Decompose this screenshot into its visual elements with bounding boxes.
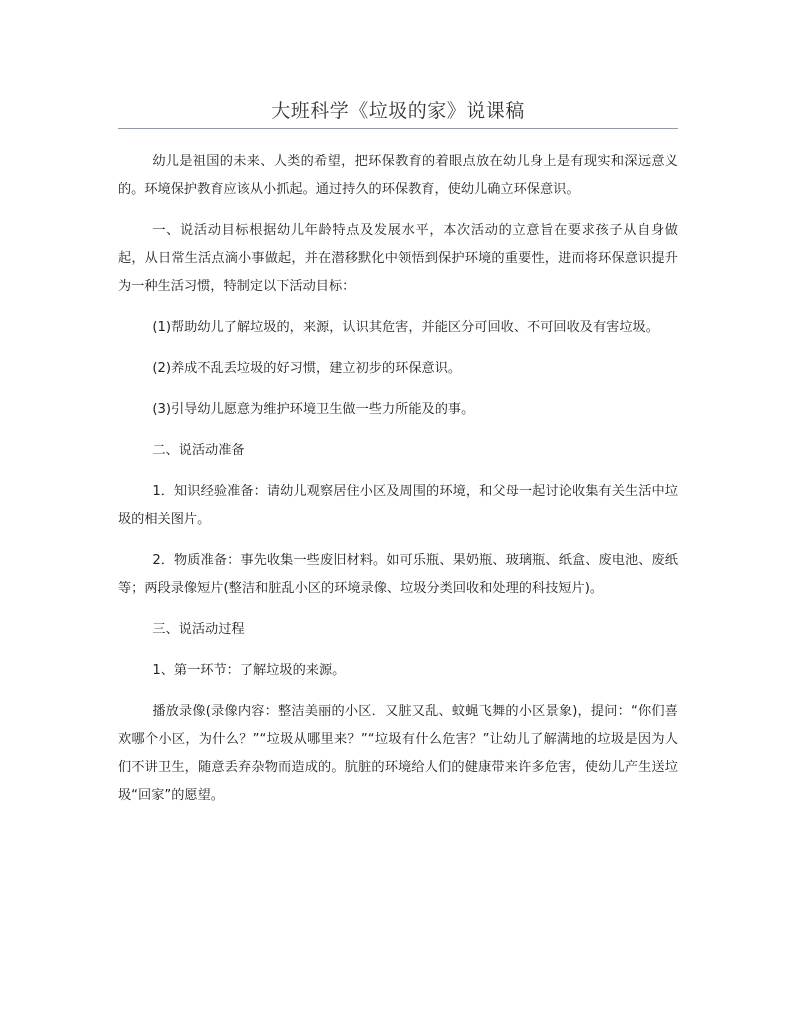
paragraph-goal-2: (2)养成不乱丢垃圾的好习惯，建立初步的环保意识。 (152, 361, 462, 376)
document-body (118, 148, 678, 823)
section-heading-process: 三、说活动过程 (152, 622, 245, 637)
paragraph-goals: 一、说活动目标根据幼儿年龄特点及发展水平，本次活动的立意旨在要求孩子从自身做起，从日常生活点滴小事做起，并在潜移默化中领悟到保护环境的重要性，进而将环保意识提升为一种生活习惯，特制定以下活动目标： (118, 223, 678, 294)
paragraph-prep-2: 2．物质准备：事先收集一些废旧材料。如可乐瓶、果奶瓶、玻璃瓶、纸盒、废电池、废纸等；两段录像短片(整洁和脏乱小区的环境录像、垃圾分类回收和处理的科技短片)。 (118, 553, 678, 596)
paragraph-goal-3: (3)引导幼儿愿意为维护环境卫生做一些力所能及的事。 (152, 402, 475, 417)
paragraph-step-1: 1、第一环节：了解垃圾的来源。 (152, 663, 346, 678)
paragraph-prep-1: 1．知识经验准备：请幼儿观察居住小区及周围的环境，和父母一起讨论收集有关生活中垃圾的相关图片。 (118, 484, 678, 527)
section-heading-preparation: 二、说活动准备 (152, 443, 245, 458)
paragraph-intro: 幼儿是祖国的未来、人类的希望，把环保教育的着眼点放在幼儿身上是有现实和深远意义的。环境保护教育应该从小抓起。通过持久的环保教育，使幼儿确立环保意识。 (118, 154, 678, 197)
paragraph-step-1-detail: 播放录像(录像内容：整洁美丽的小区．又脏又乱、蚊蝇飞舞的小区景象)，提问：“你们喜欢哪个小区，为什么？”“垃圾从哪里来？”“垃圾有什么危害？”让幼儿了解满地的垃圾是因为人们不讲卫生，随意丢弃杂物而造成的。肮脏的环境给人们的健康带来许多危害，使幼儿产生送垃圾“回家”的愿望。 (118, 704, 678, 803)
document-title: 大班科学《垃圾的家》说课稿 (271, 100, 525, 122)
paragraph-goal-1: (1)帮助幼儿了解垃圾的，来源，认识其危害，并能区分可回收、不可回收及有害垃圾。 (152, 320, 659, 335)
title-divider (118, 128, 678, 129)
